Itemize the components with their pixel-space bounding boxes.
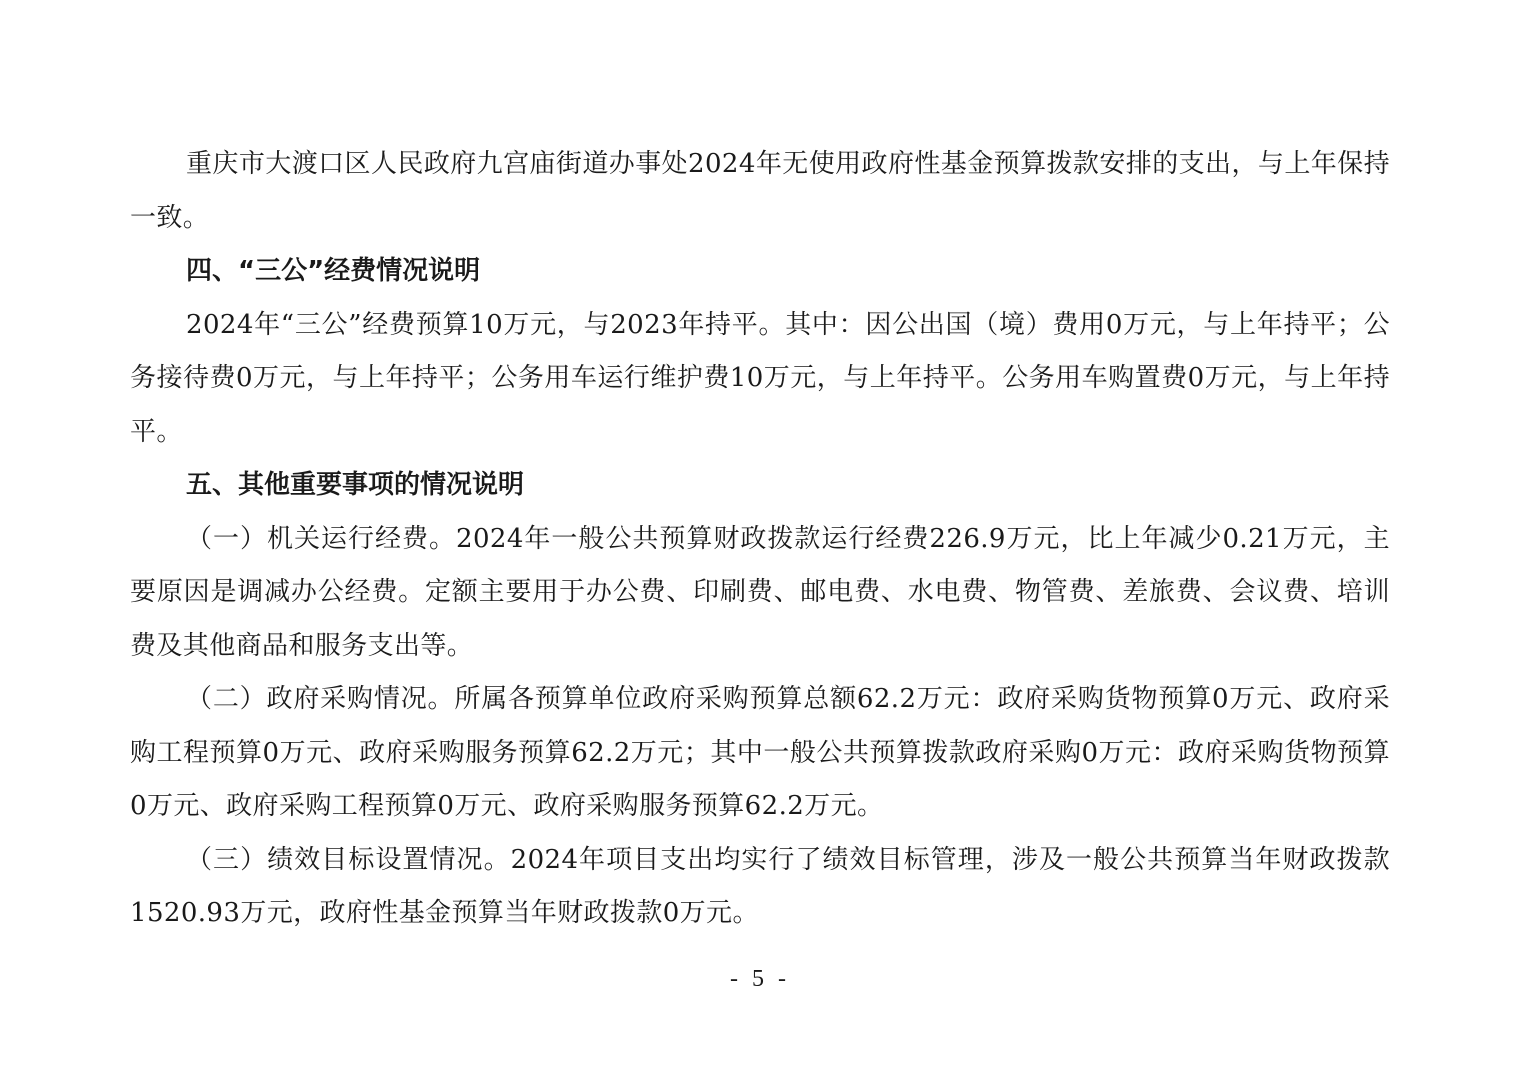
section-heading-three-public-expenses: 四、“三公”经费情况说明: [186, 256, 481, 286]
paragraph-government-fund: 重庆市大渡口区人民政府九宫庙街道办事处2024年无使用政府性基金预算拨款安排的支出，与上年保持一致。: [130, 149, 1390, 233]
section-heading-other-matters: 五、其他重要事项的情况说明: [186, 470, 525, 500]
paragraph-operating-expenses: （一）机关运行经费。2024年一般公共预算财政拨款运行经费226.9万元，比上年减少0.21万元，主要原因是调减办公经费。定额主要用于办公费、印刷费、邮电费、水电费、物管费、差旅费、会议费、培训费及其他商品和服务支出等。: [130, 523, 1390, 661]
paragraph-three-public-expenses: 2024年“三公”经费预算10万元，与2023年持平。其中：因公出国（境）费用0万元，与上年持平；公务接待费0万元，与上年持平；公务用车运行维护费10万元，与上年持平。公务用车购置费0万元，与上年持平。: [130, 309, 1390, 447]
page-number: - 5 -: [730, 966, 790, 992]
paragraph-government-procurement: （二）政府采购情况。所属各预算单位政府采购预算总额62.2万元：政府采购货物预算0万元、政府采购工程预算0万元、政府采购服务预算62.2万元；其中一般公共预算拨款政府采购0万元：政府采购货物预算0万元、政府采购工程预算0万元、政府采购服务预算62.2万元。: [130, 684, 1390, 821]
paragraph-performance-goals: （三）绩效目标设置情况。2024年项目支出均实行了绩效目标管理，涉及一般公共预算当年财政拨款1520.93万元，政府性基金预算当年财政拨款0万元。: [130, 844, 1390, 928]
document-body: [130, 138, 1390, 941]
